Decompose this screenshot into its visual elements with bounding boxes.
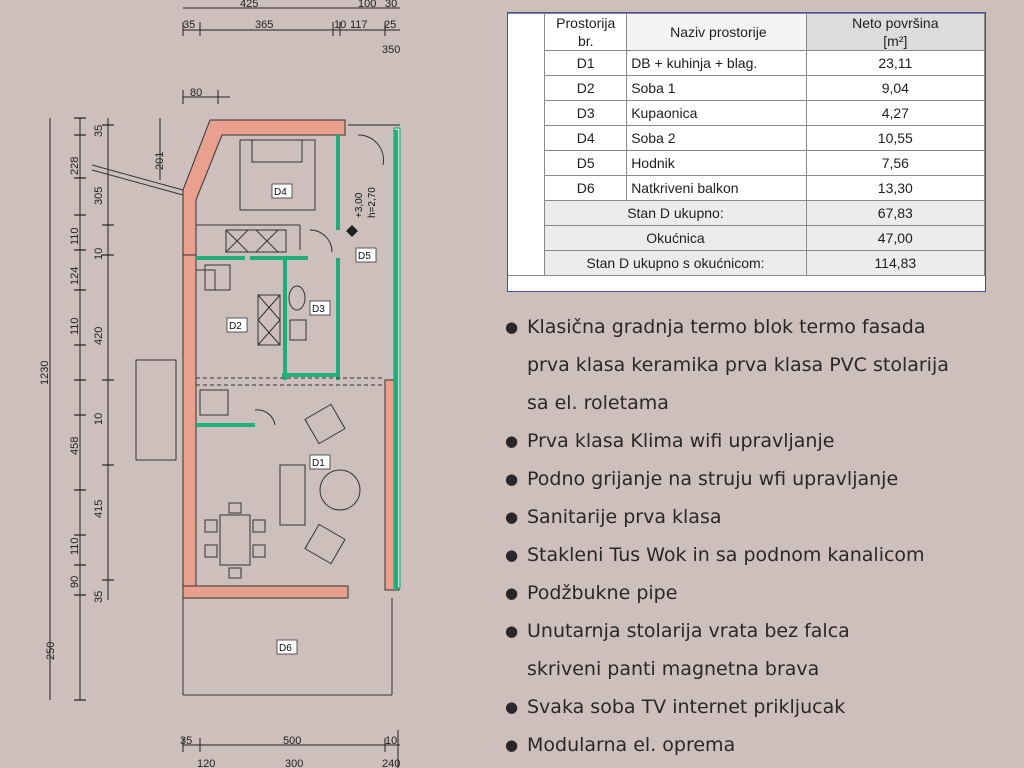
dim-bottom-240: 240 [382, 758, 401, 768]
wardrobe [205, 265, 230, 290]
total-row [508, 226, 985, 251]
total-label: Okućnica [545, 226, 806, 251]
room-area: 13,30 [806, 176, 984, 201]
table-row [508, 76, 985, 101]
room-area: 9,04 [806, 76, 984, 101]
chair [229, 503, 241, 513]
chair [253, 545, 265, 557]
feature-item [505, 688, 1015, 726]
total-row [508, 201, 985, 226]
total-value: 67,83 [806, 201, 984, 226]
room-area: 10,55 [806, 126, 984, 151]
room-no: D2 [545, 76, 627, 101]
room-area: 7,56 [806, 151, 984, 176]
dim-bottom-10: 10 [385, 735, 398, 747]
side-cell [508, 14, 545, 276]
dim-35: 35 [183, 19, 196, 31]
armchair [305, 404, 345, 443]
feature-item [505, 612, 1015, 650]
dim-left-110: 110 [69, 227, 81, 245]
feature-item [505, 726, 1015, 764]
dim-left-124: 124 [69, 266, 81, 285]
feature-item [505, 460, 1015, 498]
table-header-row [508, 14, 985, 51]
table-row [508, 151, 985, 176]
dim-425: 425 [240, 0, 259, 10]
room-name: DB + kuhinja + blag. [627, 51, 806, 76]
dim-30: 30 [385, 0, 398, 10]
bullet-icon: ● [505, 546, 519, 564]
room-label-d5: D5 [358, 251, 371, 262]
feature-text: Podno grijanje na struju wfi upravljanje [527, 468, 899, 490]
dim-bottom-500: 500 [283, 735, 302, 747]
total-value: 47,00 [806, 226, 984, 251]
feature-text: Svaka soba TV internet prikljucak [527, 696, 846, 718]
bed [240, 140, 315, 210]
armchair-2 [305, 524, 345, 563]
feature-text: Klasična gradnja termo blok termo fasada [527, 316, 926, 338]
dim-25: 25 [384, 19, 397, 31]
header-room-no [545, 14, 627, 51]
total-value: 114,83 [806, 251, 984, 276]
feature-text: sa el. roletama [527, 392, 669, 414]
feature-text: Modularna el. oprema [527, 734, 736, 756]
room-label-d2: D2 [229, 321, 242, 332]
sink [290, 320, 306, 340]
feature-text: Prva klasa Klima wifi upravljanje [527, 430, 835, 452]
feature-text: prva klasa keramika prva klasa PVC stolarija [527, 354, 949, 376]
bullet-icon: ● [505, 432, 519, 450]
dim-total-height: 1230 [39, 360, 51, 385]
area-table-grid [508, 13, 985, 276]
dim-201: 201 [154, 151, 166, 170]
room-area: 23,11 [806, 51, 984, 76]
table-row [508, 101, 985, 126]
dim-left-110c: 110 [69, 537, 81, 555]
floor-plan [0, 0, 500, 768]
door-swing-2 [255, 410, 275, 425]
room-area: 4,27 [806, 101, 984, 126]
dim-350: 350 [382, 44, 401, 56]
sofa [280, 465, 305, 525]
bullet-icon: ● [505, 736, 519, 754]
header-net-area-unit: [m²] [883, 33, 908, 49]
total-row [508, 251, 985, 276]
bullet-icon: ● [505, 470, 519, 488]
bullet-icon: ● [505, 622, 519, 640]
feature-text: Stakleni Tus Wok in sa podnom kanalicom [527, 544, 925, 566]
dim-left-250: 250 [45, 641, 57, 660]
chair [253, 520, 265, 532]
room-label-d4: D4 [274, 187, 287, 198]
bullet-icon: ● [505, 508, 519, 526]
room-no: D3 [545, 101, 627, 126]
dim-bottom-120: 120 [197, 758, 216, 768]
header-net-area [806, 14, 984, 51]
features-list [505, 308, 1015, 764]
room-no: D4 [545, 126, 627, 151]
dim-left-35: 35 [93, 124, 105, 137]
dim-left-10b: 10 [93, 412, 105, 425]
total-label: Stan D ukupno: [545, 201, 806, 226]
dim-80: 80 [190, 87, 203, 99]
room-label-d6: D6 [279, 643, 292, 654]
room-name: Soba 1 [627, 76, 806, 101]
table-row [508, 176, 985, 201]
dim-left-90: 90 [69, 575, 81, 588]
room-no: D5 [545, 151, 627, 176]
dim-117: 117 [350, 19, 368, 31]
header-room-name: Naziv prostorije [627, 14, 806, 51]
room-no: D6 [545, 176, 627, 201]
feature-text: skriveni panti magnetna brava [527, 658, 820, 680]
total-label: Stan D ukupno s okućnicom: [545, 251, 806, 276]
room-name: Soba 2 [627, 126, 806, 151]
bullet-icon: ● [505, 318, 519, 336]
feature-item [505, 536, 1015, 574]
dim-bottom-300: 300 [285, 758, 304, 768]
left-dim-labels [39, 125, 105, 660]
dim-left-415: 415 [93, 499, 105, 518]
feature-item-continuation [505, 650, 1015, 688]
dim-left-228: 228 [69, 156, 81, 175]
feature-item [505, 422, 1015, 460]
feature-item-continuation [505, 346, 1015, 384]
room-labels [227, 184, 378, 654]
feature-item [505, 498, 1015, 536]
table-row [508, 51, 985, 76]
dim-bottom-35: 35 [180, 735, 193, 747]
dim-left-35b: 35 [93, 590, 105, 603]
room-name: Kupaonica [627, 101, 806, 126]
bullet-icon: ● [505, 584, 519, 602]
dim-left-420: 420 [93, 326, 105, 345]
chair [205, 545, 217, 557]
room-name: Natkriveni balkon [627, 176, 806, 201]
dim-left-110b: 110 [69, 317, 81, 335]
cabinet [200, 390, 228, 415]
door-swing-3 [358, 135, 384, 165]
level-marker-icon [346, 225, 358, 237]
door-swing [310, 230, 332, 252]
area-table [507, 12, 986, 292]
dim-365: 365 [255, 19, 274, 31]
room-label-d1: D1 [312, 458, 325, 469]
bullet-icon: ● [505, 698, 519, 716]
room-label-d3: D3 [312, 304, 325, 315]
chair [205, 520, 217, 532]
dining-table [220, 515, 250, 565]
pillow [252, 140, 302, 162]
dim-left-305: 305 [93, 186, 105, 205]
level-elevation: +3,00 [354, 192, 365, 218]
header-net-area-line1: Neto površina [852, 15, 939, 31]
dim-10: 10 [334, 19, 347, 31]
table-row [508, 126, 985, 151]
feature-text: Unutarnja stolarija vrata bez falca [527, 620, 850, 642]
dim-100: 100 [358, 0, 377, 10]
dim-left-10: 10 [93, 247, 105, 260]
dim-left-458: 458 [69, 436, 81, 455]
level-height: h=2,70 [367, 187, 378, 218]
feature-item [505, 308, 1015, 346]
header-room-no-line1: Prostorija [556, 15, 616, 31]
feature-text: Sanitarije prva klasa [527, 506, 722, 528]
room-no: D1 [545, 51, 627, 76]
toilet [289, 286, 305, 310]
feature-item-continuation [505, 384, 1015, 422]
chair [229, 568, 241, 578]
coffee-table [320, 470, 360, 510]
feature-item [505, 574, 1015, 612]
feature-text: Podžbukne pipe [527, 582, 678, 604]
header-room-no-line2: br. [577, 33, 594, 49]
room-name: Hodnik [627, 151, 806, 176]
